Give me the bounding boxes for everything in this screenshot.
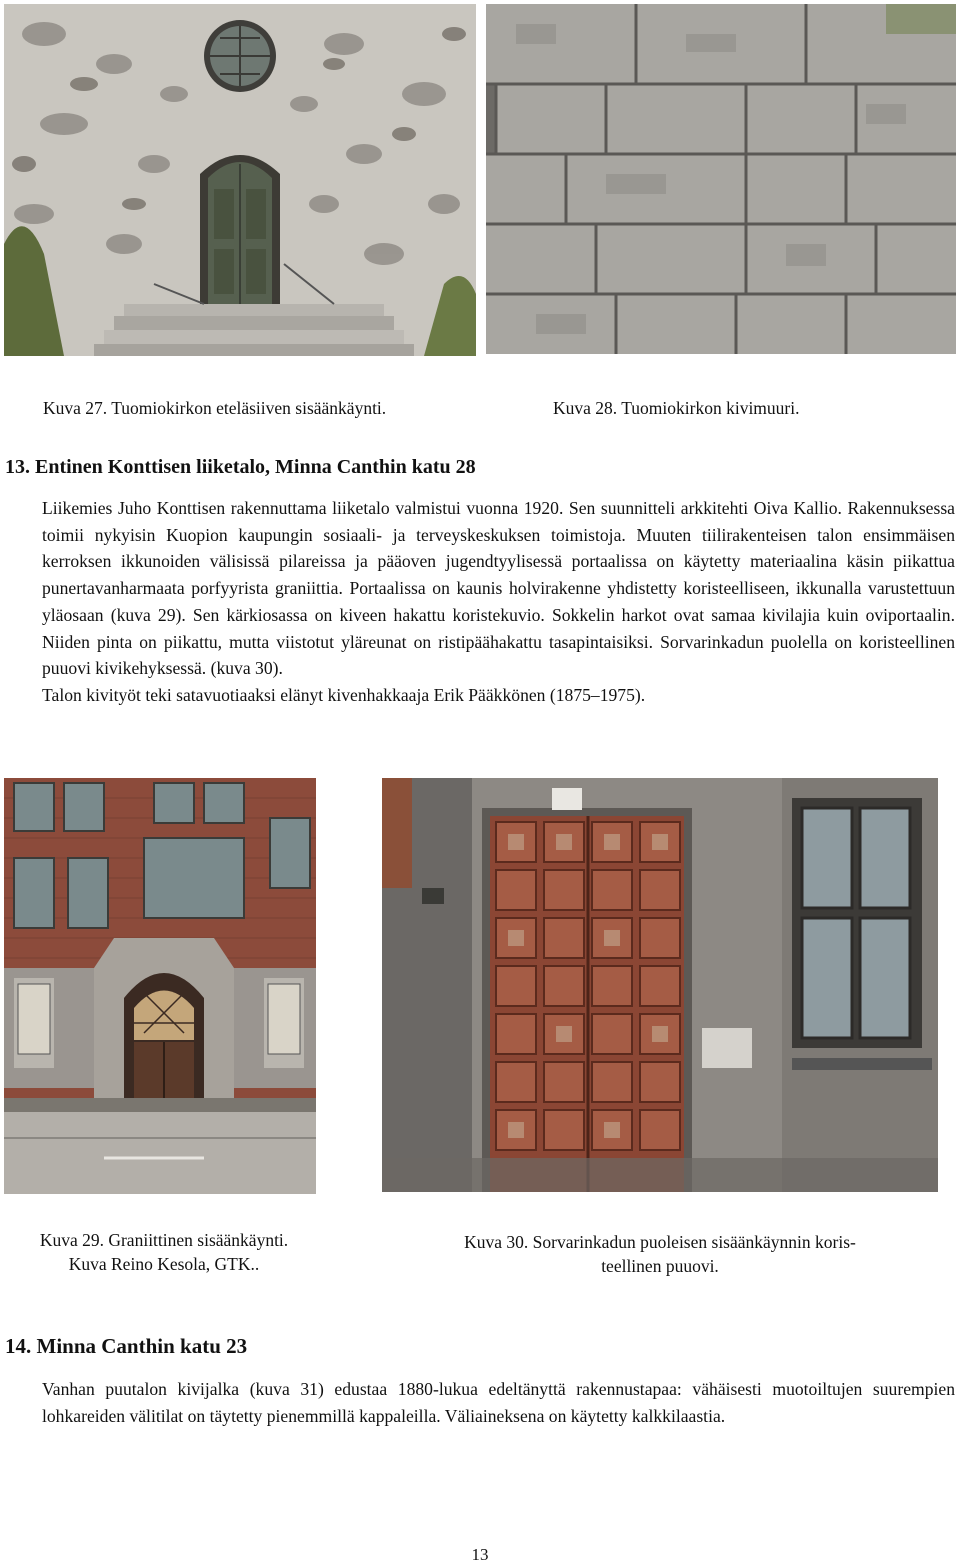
section-14-heading: 14. Minna Canthin katu 23 [5, 1334, 248, 1358]
section-13-heading: 13. Entinen Konttisen liiketalo, Minna Canthin katu 28 [5, 456, 476, 478]
section-14-paragraph: Vanhan puutalon kivijalka (kuva 31) edustaa 1880-lukua edeltänyttä rakennustapaa: vähäisesti muotoiltujen suurempien lohkareiden välitilat on täytetty pienemmillä kappaleilla. Väliaineksena on käytetty kalkkilaastia. [42, 1379, 955, 1426]
section-13-paragraph-2: Talon kivityöt teki satavuotiaaksi elänyt kivenhakkaaja Erik Pääkkönen (1875–1975). [42, 684, 646, 705]
caption-fig-29 [4, 1228, 324, 1276]
section-13-paragraph: Liikemies Juho Konttisen rakennuttama liiketalo valmistui vuonna 1920. Sen suunnitteli arkkitehti Oiva Kallio. Rakennuksessa toimii nykyisin Kuopion kaupungin sosiaali- ja terveyskeskuksen toimistoja. Muuten tiilirakenteisen talon ensimmäisen kerroksen ikkunoiden välisissä pilareissa ja pääoven jugendtyylisessä portaalissa on käytetty materiaalina käsin piikattua punertavanharmaata porfyyrista graniittia. Portaalissa on kaunis holvirakenne yhdistetty koristeelliseen, ikkunalla varustettuun yläosaan (kuva 29). Sen kärkiosassa on kiveen hakattu koristekuvio. Sokkelin harkot ovat samaa kivilajia kuin oviportaalin. Niiden pinta on piikattu, mutta viistotut yläreunat on ristipäähakattu tasapintaisiksi. Sorvarinkadun puolella on koristeellinen puuovi kivikehyksessä. (kuva 30). [42, 498, 955, 679]
caption-fig-30 [410, 1230, 910, 1278]
section-14-body [5, 1376, 955, 1429]
photo-granite-entrance [4, 778, 316, 1194]
caption-fig-29-line-2: Kuva Reino Kesola, GTK.. [68, 1254, 260, 1274]
caption-fig-30-line-2: teellinen puuovi. [601, 1256, 719, 1276]
caption-fig-27: Kuva 27. Tuomiokirkon eteläsiiven sisäänkäynti. [43, 398, 387, 418]
caption-fig-30-line-1: Kuva 30. Sorvarinkadun puoleisen sisäänkäynnin koris- [464, 1232, 856, 1252]
section-13-body [5, 495, 955, 709]
caption-fig-29-line-1: Kuva 29. Graniittinen sisäänkäynti. [39, 1230, 289, 1250]
photo-cathedral-stone-wall [486, 4, 956, 354]
caption-fig-28: Kuva 28. Tuomiokirkon kivimuuri. [553, 398, 800, 418]
photo-ornamental-wooden-door [382, 778, 938, 1192]
photo-cathedral-entrance [4, 4, 476, 356]
page-number: 13 [471, 1545, 489, 1564]
